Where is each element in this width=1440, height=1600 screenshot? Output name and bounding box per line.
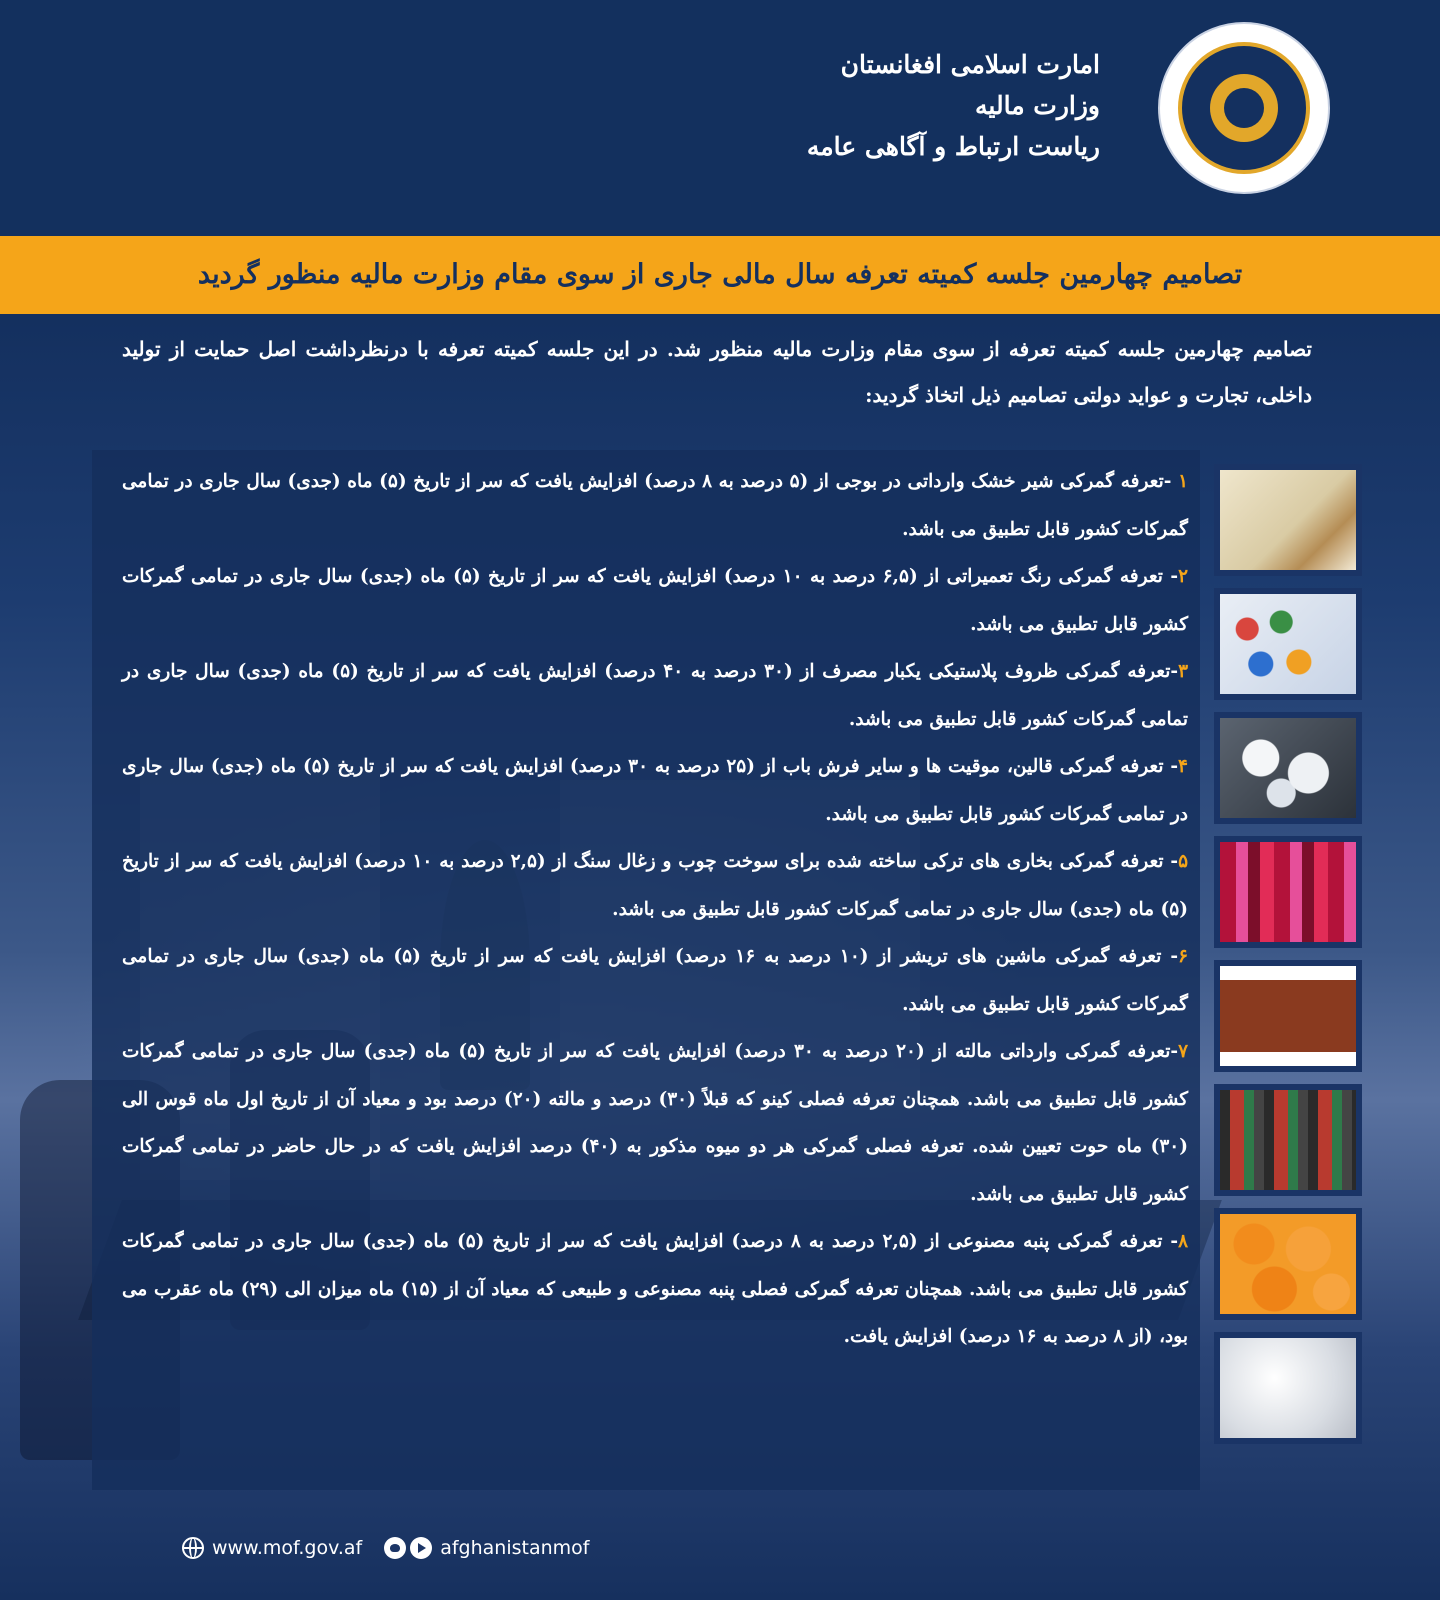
item-text: - تعرفه گمرکی بخاری های ترکی ساخته شده برای سوخت چوب و زغال سنگ از (۲,۵ درصد به ۱۰ درصد) افزایش یافت که سر از تاریخ (۵) ماه (جدی) سال جاری در تمامی گمرکات کشور قابل تطبیق می باشد. — [122, 851, 1188, 920]
list-item — [122, 648, 1188, 743]
item-number: ۲ — [1178, 566, 1188, 587]
website-link[interactable]: www.mof.gov.af — [212, 1537, 363, 1559]
social-handle[interactable]: afghanistanmof — [440, 1537, 590, 1559]
list-item — [122, 838, 1188, 933]
footer — [182, 1532, 611, 1564]
header-text — [807, 44, 1100, 167]
youtube-icon[interactable] — [410, 1537, 432, 1559]
item-number: ۳ — [1178, 661, 1188, 682]
item-text: - تعرفه گمرکی رنگ تعمیراتی از (۶,۵ درصد به ۱۰ درصد) افزایش یافت که سر از تاریخ (۵) ماه (جدی) سال جاری در تمامی گمرکات کشور قابل تطبیق می باشد. — [122, 566, 1188, 635]
product-thumbnails — [1214, 464, 1362, 1456]
threshing-machines-photo — [1214, 1084, 1362, 1196]
ministry-of-finance-seal-icon — [1158, 22, 1330, 194]
item-text: -تعرفه گمرکی شیر خشک وارداتی در بوجی از (۵ درصد به ۸ درصد) افزایش یافت که سر از تاریخ (۵) ماه (جدی) سال جاری در تمامی گمرکات کشور قابل تطبیق می باشد. — [122, 471, 1188, 540]
cotton-photo — [1214, 1332, 1362, 1444]
plastic-dishes-photo — [1214, 712, 1362, 824]
item-number: ۱ — [1178, 471, 1188, 492]
twitter-icon[interactable] — [384, 1537, 406, 1559]
paint-cans-photo — [1214, 588, 1362, 700]
page-title: تصامیم چهارمین جلسه کمیته تعرفه سال مالی جاری از سوی مقام وزارت مالیه منظور گردید — [197, 259, 1243, 290]
item-number: ۵ — [1178, 851, 1189, 872]
list-item — [122, 458, 1188, 553]
item-text: -تعرفه گمرکی وارداتی مالته از (۲۰ درصد به ۳۰ درصد) افزایش یافت که سر از تاریخ (۵) ماه (جدی) سال جاری در تمامی گمرکات کشور قابل تطبیق می باشد. همچنان تعرفه فصلی کینو که قبلاً (۳۰) درصد و مالته (۲۰) درصد بود و معیاد آن از تاریخ اول ماه قوس الی (۳۰) ماه حوت تعیین شده. تعرفه فصلی گمرکی هر دو میوه مذکور به (۴۰) درصد افزایش یافت که در حال حاضر در تمامی گمرکات کشور قابل تطبیق می باشد. — [122, 1041, 1189, 1205]
header-line-directorate: ریاست ارتباط و آگاهی عامه — [806, 132, 1100, 161]
wood-stove-photo — [1214, 960, 1362, 1072]
list-item — [122, 743, 1188, 838]
item-text: - تعرفه گمرکی ماشین های تریشر از (۱۰ درصد به ۱۶ درصد) افزایش یافت که سر از تاریخ (۵) ماه (جدی) سال جاری در تمامی گمرکات کشور قابل تطبیق می باشد. — [122, 946, 1188, 1015]
oranges-photo — [1214, 1208, 1362, 1320]
header-line-emirate: امارت اسلامی افغانستان — [840, 50, 1100, 79]
list-item — [122, 1028, 1188, 1218]
item-number: ۷ — [1178, 1041, 1189, 1062]
item-text: - تعرفه گمرکی قالین، موقیت ها و سایر فرش باب از (۲۵ درصد به ۳۰ درصد) افزایش یافت که سر از تاریخ (۵) ماه (جدی) سال جاری در تمامی گمرکات کشور قابل تطبیق می باشد. — [122, 756, 1188, 825]
title-banner — [0, 236, 1440, 314]
item-number: ۴ — [1178, 756, 1188, 777]
intro-paragraph: تصامیم چهارمین جلسه کمیته تعرفه از سوی مقام وزارت مالیه منظور شد. در این جلسه کمیته تعرفه با درنظرداشت اصل حمایت از تولید داخلی، تجارت و عواید دولتی تصامیم ذیل اتخاذ گردید: — [122, 337, 1312, 407]
list-item — [122, 933, 1188, 1028]
item-number: ۸ — [1178, 1231, 1188, 1252]
decisions-list — [122, 458, 1188, 1361]
list-item — [122, 553, 1188, 648]
carpets-photo — [1214, 836, 1362, 948]
header-line-ministry: وزارت مالیه — [975, 91, 1100, 120]
list-item — [122, 1218, 1188, 1361]
item-text: -تعرفه گمرکی ظروف پلاستیکی یکبار مصرف از (۳۰ درصد به ۴۰ درصد) افزایش یافت که سر از تاریخ (۵) ماه (جدی) سال جاری در تمامی گمرکات کشور قابل تطبیق می باشد. — [122, 661, 1188, 730]
header — [0, 0, 1440, 236]
globe-icon — [182, 1537, 204, 1559]
item-number: ۶ — [1178, 946, 1188, 967]
powdered-milk-photo — [1214, 464, 1362, 576]
item-text: - تعرفه گمرکی پنبه مصنوعی از (۲,۵ درصد به ۸ درصد) افزایش یافت که سر از تاریخ (۵) ماه (جدی) سال جاری در تمامی گمرکات کشور قابل تطبیق می باشد. همچنان تعرفه گمرکی فصلی پنبه مصنوعی و طبیعی که معیاد آن از (۱۵) ماه میزان الی (۲۹) ماه عقرب می بود، (از ۸ درصد به ۱۶ درصد) افزایش یافت. — [122, 1231, 1188, 1347]
